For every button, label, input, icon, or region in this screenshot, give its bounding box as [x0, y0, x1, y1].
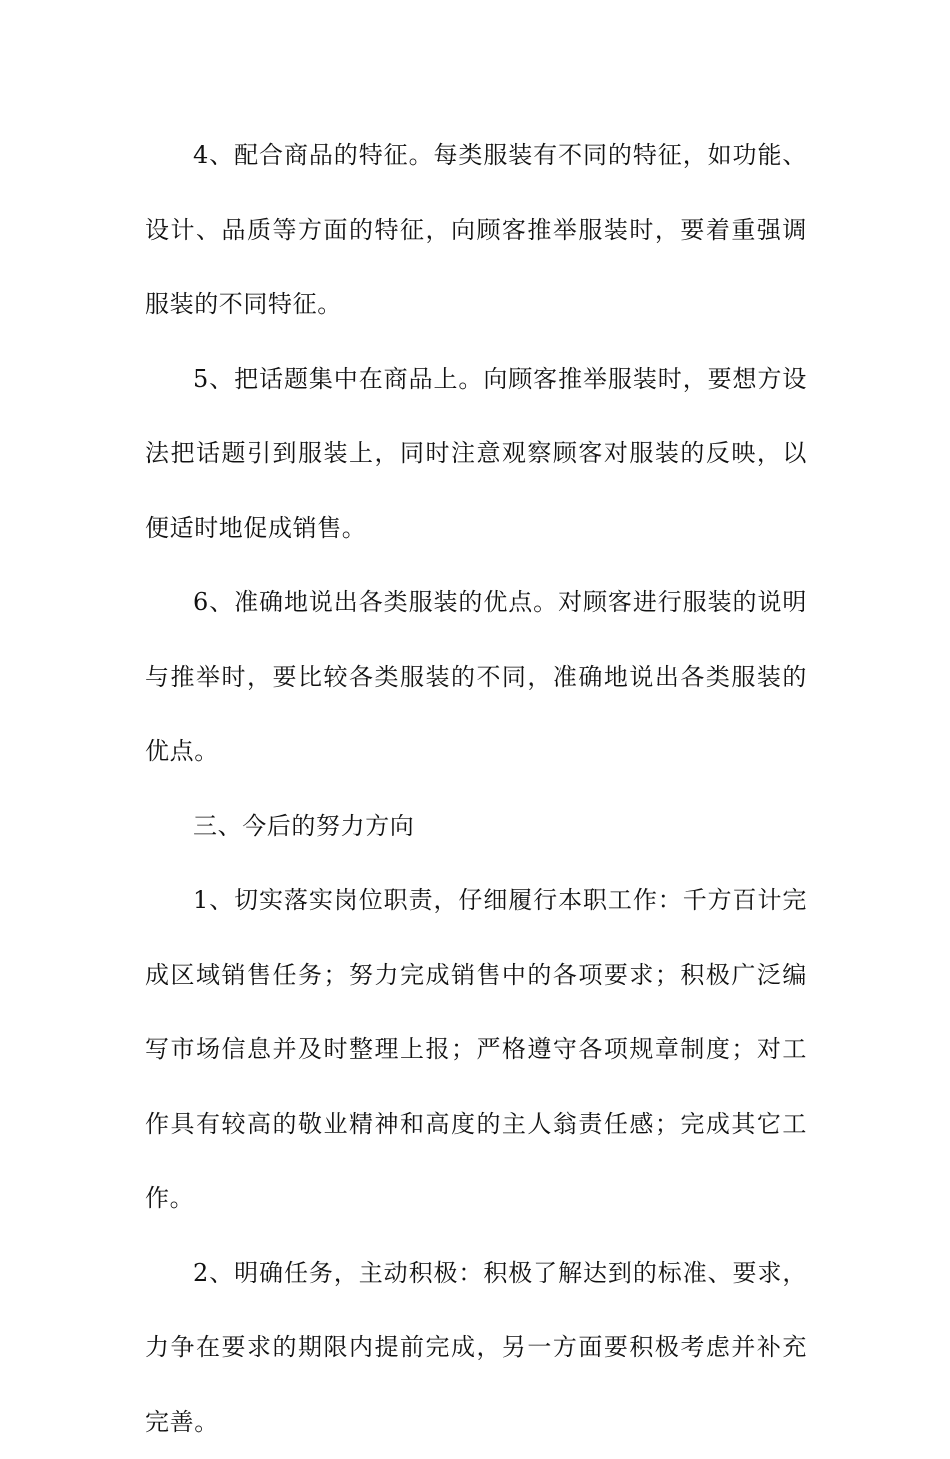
section-heading-future-direction: 三、今后的努力方向: [145, 789, 807, 864]
paragraph-direction-1: 1、切实落实岗位职责，仔细履行本职工作：千方百计完成区域销售任务；努力完成销售中的各项要求；积极广泛编写市场信息并及时整理上报；严格遵守各项规章制度；对工作具有较高的敬业精神和高度的主人翁责任感；完成其它工作。: [145, 863, 807, 1236]
document-body: [145, 118, 807, 1459]
paragraph-point-4: 4、配合商品的特征。每类服装有不同的特征，如功能、设计、品质等方面的特征，向顾客推举服装时，要着重强调服装的不同特征。: [145, 118, 807, 342]
paragraph-point-6: 6、准确地说出各类服装的优点。对顾客进行服装的说明与推举时，要比较各类服装的不同，准确地说出各类服装的优点。: [145, 565, 807, 789]
paragraph-direction-2: 2、明确任务，主动积极：积极了解达到的标准、要求，力争在要求的期限内提前完成，另一方面要积极考虑并补充完善。: [145, 1236, 807, 1459]
paragraph-point-5: 5、把话题集中在商品上。向顾客推举服装时，要想方设法把话题引到服装上，同时注意观察顾客对服装的反映，以便适时地促成销售。: [145, 342, 807, 566]
